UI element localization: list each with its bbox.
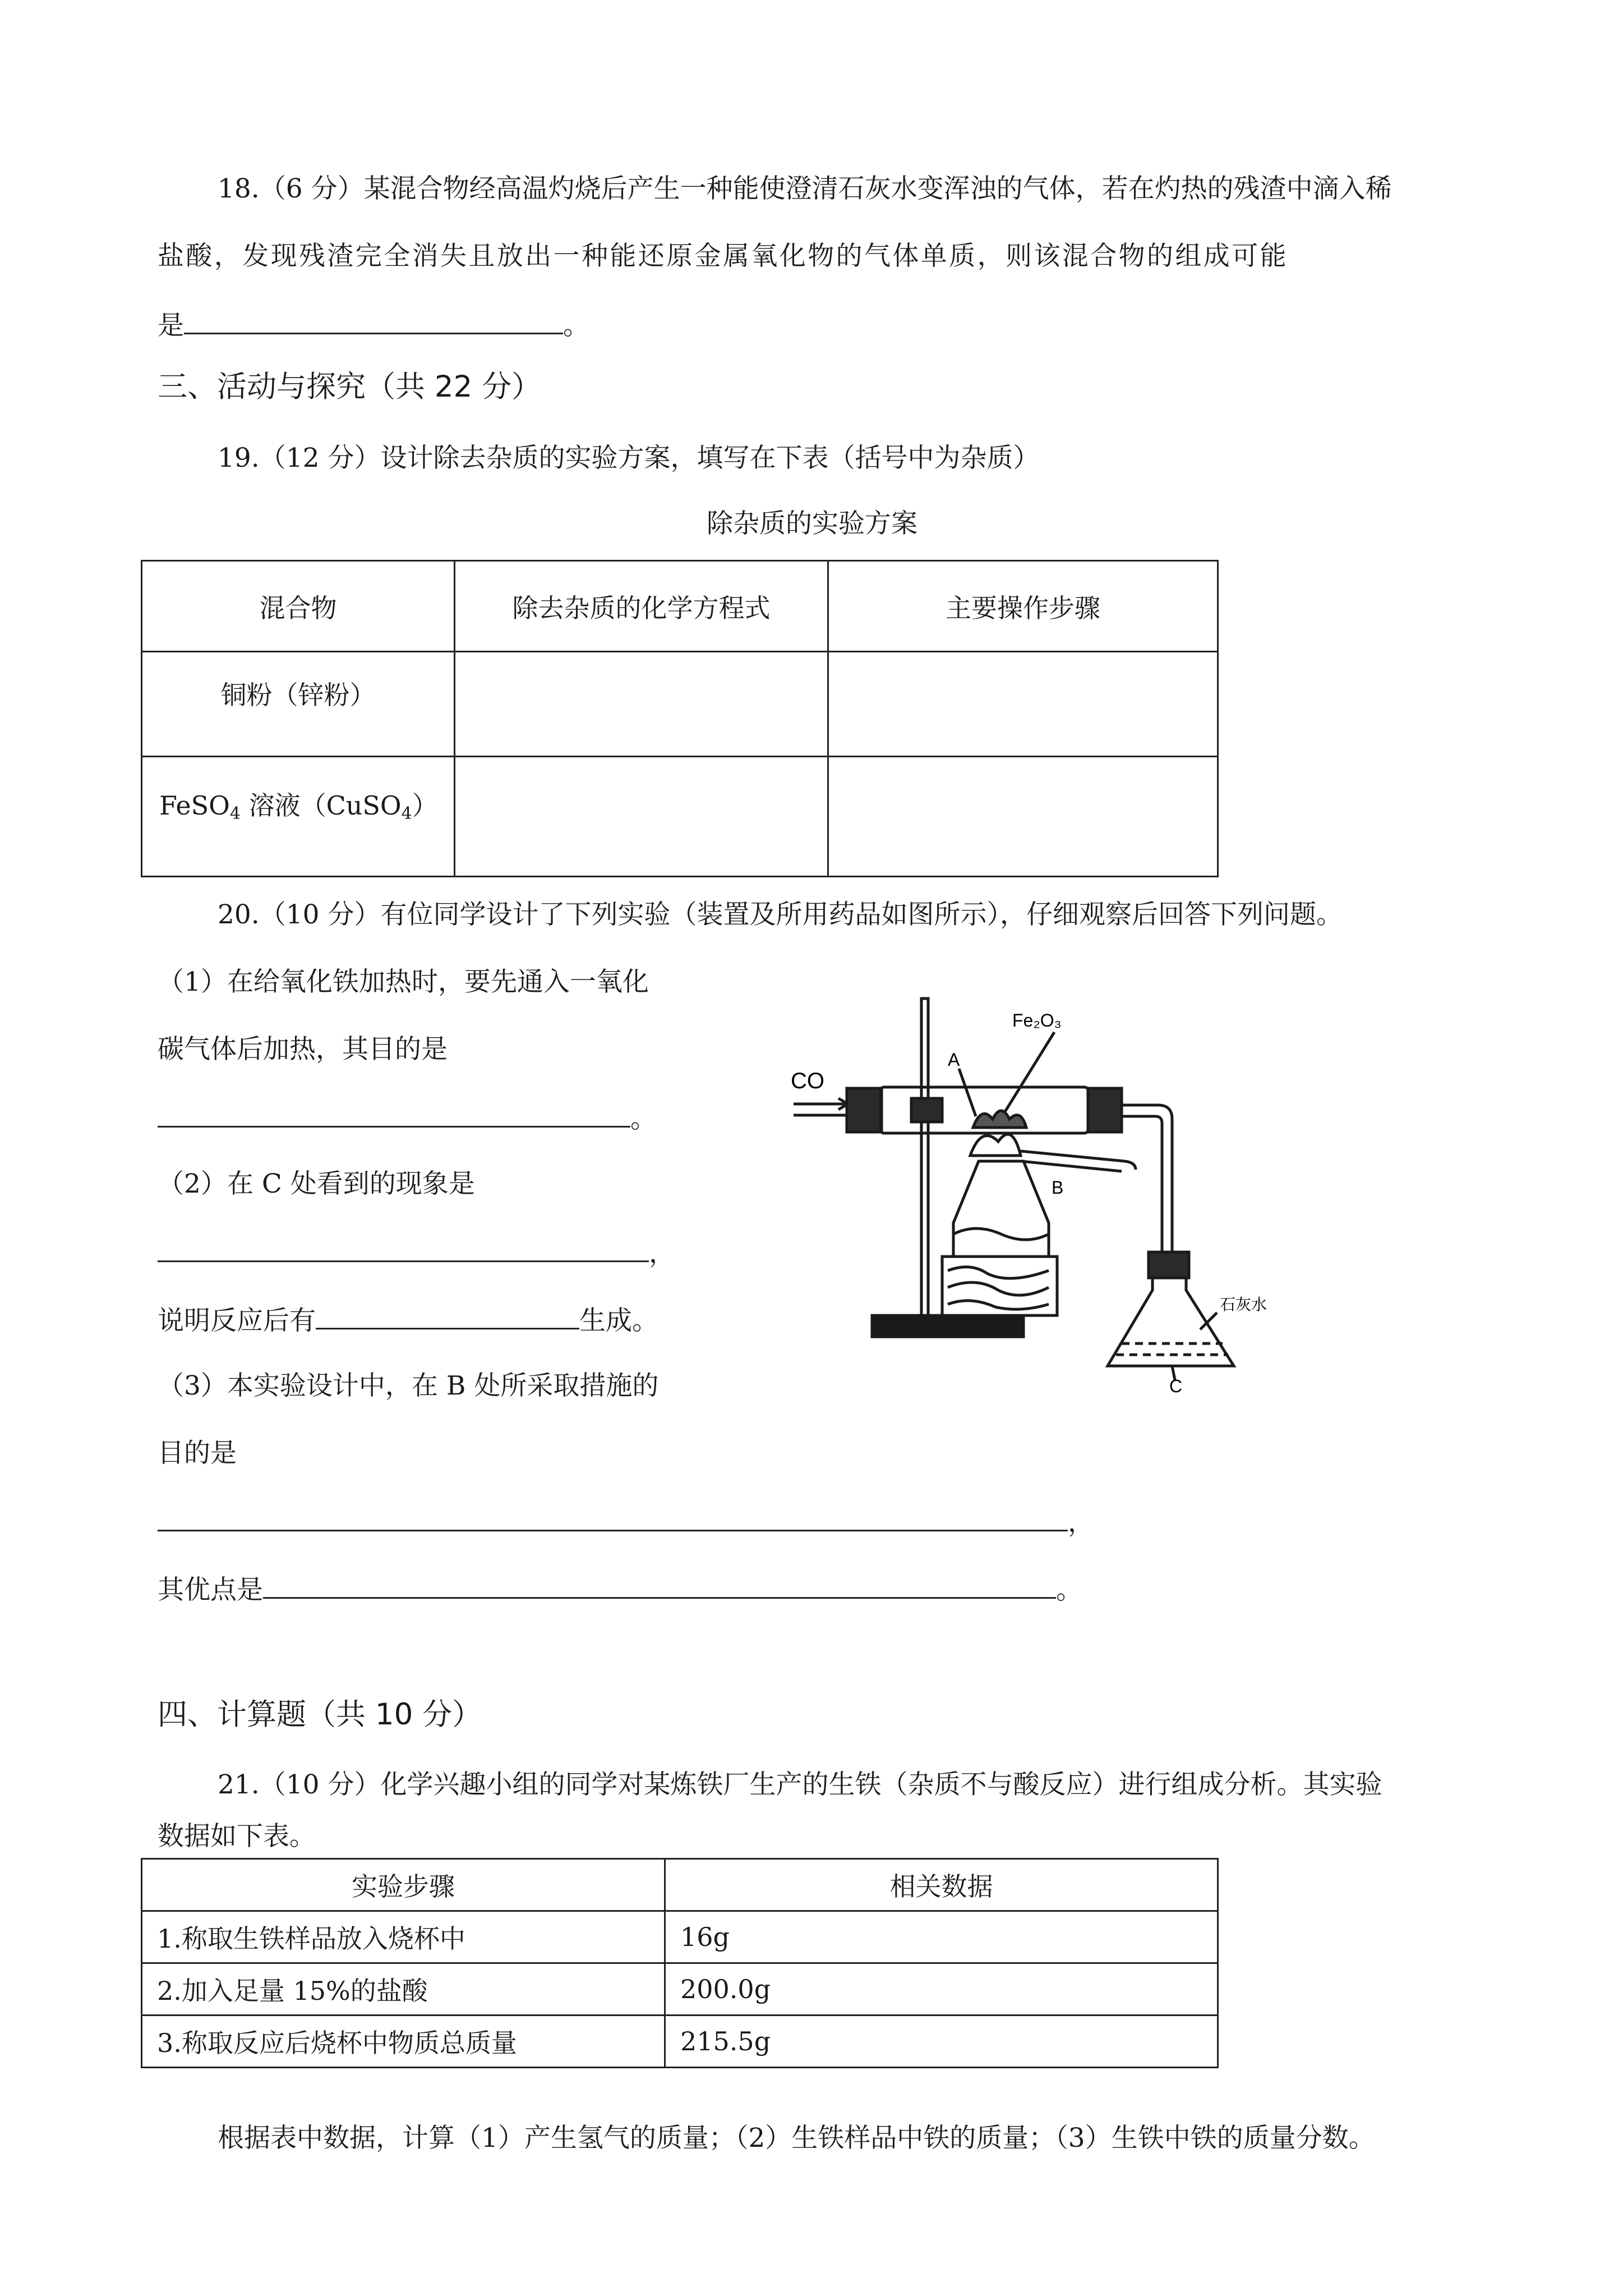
q21-row2-step: 2.加入足量 15%的盐酸 <box>142 1963 665 2016</box>
table-row <box>142 2016 1218 2068</box>
q19-row2-equation-cell[interactable] <box>455 757 828 877</box>
q21-row2-value: 200.0g <box>665 1963 1218 2016</box>
q21-header-steps: 实验步骤 <box>142 1859 665 1911</box>
figure-c-label: C <box>1169 1376 1183 1396</box>
table-row <box>142 1911 1218 1963</box>
q21-row1-value: 16g <box>665 1911 1218 1963</box>
q20-part3-line2: 目的是 <box>158 1438 237 1469</box>
q20-part1-blank[interactable] <box>158 1103 630 1128</box>
q21-row1-step: 1.称取生铁样品放入烧杯中 <box>142 1911 665 1963</box>
q20-part2-product-blank[interactable] <box>316 1305 579 1329</box>
q20-part3-answer: ， <box>158 1507 1094 1536</box>
q19-row1-equation-cell[interactable] <box>455 652 828 757</box>
q20-part2-answer: ， <box>158 1238 675 1267</box>
q19-row1-steps-cell[interactable] <box>828 652 1218 757</box>
q18-answer-blank[interactable] <box>184 310 563 334</box>
q21-question: 根据表中数据，计算（1）产生氢气的质量；（2）生铁样品中铁的质量；（3）生铁中铁的质量分数。 <box>218 2123 1375 2154</box>
figure-b-label: B <box>1052 1177 1064 1198</box>
q19-row2-steps-cell[interactable] <box>828 757 1218 877</box>
figure-a-label: A <box>948 1050 960 1070</box>
q18-line3 <box>158 310 589 339</box>
q21-row3-step: 3.称取反应后烧杯中物质总质量 <box>142 2016 665 2068</box>
q20-part1-line1: （1）在给氧化铁加热时，要先通入一氧化 <box>158 967 649 997</box>
apparatus-figure <box>785 993 1514 1396</box>
q19-row2-mixture: FeSO$_4$ 溶液（CuSO$_4$） <box>142 757 455 877</box>
q19-header-mixture: 混合物 <box>142 561 455 652</box>
q18-line1: 18.（6 分）某混合物经高温灼烧后产生一种能使澄清石灰水变浑浊的气体，若在灼热的残渣中滴入稀 <box>218 173 1392 204</box>
q18-prefix: 是 <box>158 310 184 341</box>
q20-part2-line1: （2）在 C 处看到的现象是 <box>158 1168 475 1199</box>
q19-header-equation: 除去杂质的化学方程式 <box>455 561 828 652</box>
q21-line2: 数据如下表。 <box>158 1821 316 1852</box>
section4-title: 四、计算题（共 10 分） <box>158 1697 482 1732</box>
q19-intro: 19.（12 分）设计除去杂质的实验方案，填写在下表（括号中为杂质） <box>218 443 1040 473</box>
q19-header-steps: 主要操作步骤 <box>828 561 1218 652</box>
q21-header-row <box>142 1859 1218 1911</box>
q21-header-data: 相关数据 <box>665 1859 1218 1911</box>
q19-header-row <box>142 561 1218 652</box>
q18-suffix: 。 <box>563 310 589 341</box>
q20-intro: 20.（10 分）有位同学设计了下列实验（装置及所用药品如图所示），仔细观察后回答下列问题。 <box>218 899 1343 930</box>
q20-part2-line3: 说明反应后有 生成。 <box>158 1305 658 1336</box>
q19-table-title: 除杂质的实验方案 <box>707 508 917 539</box>
q20-advantage-blank[interactable] <box>263 1575 1056 1599</box>
q21-line1: 21.（10 分）化学兴趣小组的同学对某炼铁厂生产的生铁（杂质不与酸反应）进行组成分析。其实验 <box>218 1769 1382 1800</box>
q20-part1-line2: 碳气体后加热，其目的是 <box>158 1034 448 1065</box>
q18-line2: 盐酸，发现残渣完全消失且放出一种能还原金属氧化物的气体单质，则该混合物的组成可能 <box>158 241 1288 272</box>
q19-table <box>141 560 1219 877</box>
q20-part3-blank[interactable] <box>158 1507 1068 1531</box>
q20-part3-line4: 其优点是 。 <box>158 1575 1082 1605</box>
q20-part2-blank[interactable] <box>158 1238 649 1262</box>
q20-part1-answer: 。 <box>158 1103 657 1132</box>
table-row <box>142 1963 1218 2016</box>
section3-title: 三、活动与探究（共 22 分） <box>158 370 542 404</box>
q19-row-feso4 <box>142 757 1218 877</box>
figure-co-label: CO <box>791 1069 824 1093</box>
q19-row-copper <box>142 652 1218 757</box>
q20-part3-line1: （3）本实验设计中，在 B 处所采取措施的 <box>158 1370 659 1401</box>
figure-limewater-label: 石灰水 <box>1220 1295 1267 1314</box>
q21-table <box>141 1858 1219 2068</box>
figure-fe2o3-label: Fe₂O₃ <box>1012 1010 1062 1030</box>
q19-row1-mixture: 铜粉（锌粉） <box>142 652 455 757</box>
q21-row3-value: 215.5g <box>665 2016 1218 2068</box>
